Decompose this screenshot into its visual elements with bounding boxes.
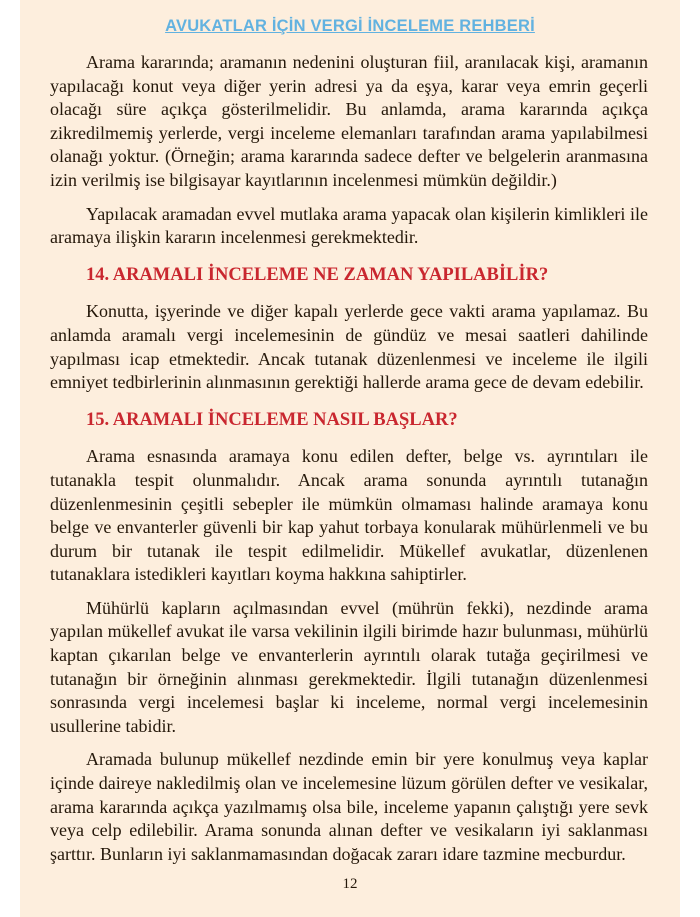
body-paragraph: Mühürlü kapların açılmasından evvel (mührün fekki), nezdinde arama yapılan mükellef avukat ile varsa vekilinin ilgili birimde hazır bulunması, mühürlü kaptan çıkarılan belge ve envanterlerin ayrıntılı olarak tutağa geçirilmesi ve tutanağın bir örneğinin alınması gerekmektedir. İlgili tutanağın düzenlenmesi sonrasında vergi incelemesi başlar ki inceleme, normal vergi incelemesinin usullerine tabidir. — [50, 597, 648, 736]
page-number: 12 — [342, 876, 358, 893]
body-paragraph: Arama esnasında aramaya konu edilen defter, belge vs. ayrıntıları ile tutanakla tespit olunmalıdır. Ancak arama sonunda ayrıntılı tutanağın düzenlenmesinin çeşitli sebepler ile mümkün olmaması halinde aramaya konu belge ve envanterler güvenli bir kap yahut torbaya konularak mühürlenmeli ve bu durum bir tutanak ile tespit edilmelidir. Mükellef avukatlar, düzenlenen tutanaklara istedikleri kayıtları koyma hakkına sahiptirler. — [50, 446, 648, 585]
document-body — [20, 36, 680, 866]
section-heading: 14. ARAMALI İNCELEME NE ZAMAN YAPILABİLİR? — [86, 264, 549, 285]
page-paper — [20, 0, 680, 917]
body-paragraph: Konutta, işyerinde ve diğer kapalı yerlerde gece vakti arama yapılamaz. Bu anlamda aramalı vergi incelemesinin de gündüz ve mesai saatleri dahilinde yapılması icap etmektedir. Ancak tutanak düzenlenmesi ve inceleme ile ilgili emniyet tedbirlerinin alınmasının gerektiği hallerde arama gece de devam edebilir. — [50, 301, 648, 393]
body-paragraph: Aramada bulunup mükellef nezdinde emin bir yere konulmuş veya kaplar içinde daireye nakledilmiş olan ve incelemesine lüzum görülen defter ve vesikalar, arama kararında açıkça yazılmamış olsa bile, inceleme yapanın çalıştığı yere sevk veya celp edilebilir. Arama sonunda alınan defter ve vesikaların iyi saklanması şarttır. Bunların iyi saklanmamasından doğacak zararı idare tazmine mecburdur. — [50, 749, 648, 864]
body-paragraph: Yapılacak aramadan evvel mutlaka arama yapacak olan kişilerin kimlikleri ile aramaya ilişkin kararın incelenmesi gerekmektedir. — [50, 203, 648, 248]
body-paragraph: Arama kararında; aramanın nedenini oluşturan fiil, aranılacak kişi, aramanın yapılacağı konut veya diğer yerin adresi ya da eşya, karar veya emrin geçerli olacağı süre açıkça gösterilmelidir. Bu anlamda, arama kararında açıkça zikredilmemiş yerlerde, vergi inceleme elemanları tarafından arama yapılabilmesi olanağı yoktur. (Örneğin; arama kararında sadece defter ve belgelerin aranmasına izin verilmiş ise bilgisayar kayıtlarının incelenmesi mümkün değildir.) — [50, 52, 648, 190]
document-header-title: AVUKATLAR İÇİN VERGİ İNCELEME REHBERİ — [165, 17, 535, 35]
section-heading: 15. ARAMALI İNCELEME NASIL BAŞLAR? — [86, 409, 458, 430]
